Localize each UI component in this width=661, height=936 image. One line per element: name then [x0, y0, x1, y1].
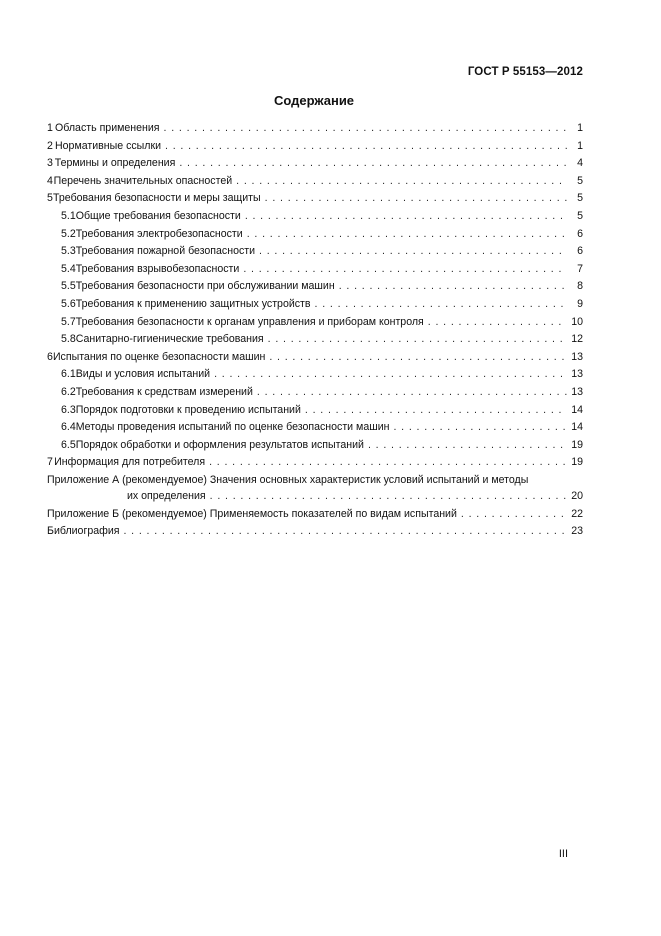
- dot-leader: [268, 331, 567, 349]
- entry-page: 7: [577, 262, 583, 275]
- entry-number: 5.1: [61, 209, 76, 222]
- entry-number: 6.4: [61, 421, 76, 434]
- entry-number: 5.8: [61, 333, 76, 346]
- entry-page: 1: [577, 139, 583, 152]
- toc-entry[interactable]: [47, 190, 583, 208]
- entry-page: 13: [571, 385, 583, 398]
- entry-number: 6: [47, 350, 53, 363]
- entry-number: 5.6: [61, 297, 76, 310]
- entry-page: 13: [571, 350, 583, 363]
- entry-number: 2: [47, 139, 53, 152]
- entry-label: Информация для потребителя: [54, 456, 206, 469]
- dot-leader: [243, 261, 567, 279]
- dot-leader: [259, 243, 567, 261]
- toc-entry[interactable]: [47, 173, 583, 191]
- toc-entry[interactable]: [47, 454, 583, 472]
- entry-page: 10: [571, 315, 583, 328]
- entry-label: Область применения: [55, 122, 160, 134]
- appendix-label: Приложение А (рекомендуемое) Значения основных характеристик условий испытаний и методы: [47, 473, 529, 486]
- entry-number: 6.1: [61, 368, 76, 381]
- entry-page: 6: [577, 227, 583, 240]
- entry-page: 9: [577, 297, 583, 310]
- toc-subentry[interactable]: [47, 261, 583, 279]
- toc-entry[interactable]: [47, 120, 583, 138]
- appendix-label-continued: их определения: [127, 489, 206, 502]
- toc-subentry[interactable]: [47, 226, 583, 244]
- dot-leader: [210, 488, 567, 504]
- entry-label: Термины и определения: [54, 157, 176, 170]
- dot-leader: [315, 296, 567, 314]
- dot-leader: [393, 419, 567, 437]
- entry-label: Порядок подготовки к проведению испытаний: [75, 403, 301, 416]
- toc-subentry[interactable]: [47, 437, 583, 455]
- entry-page: 23: [571, 525, 583, 538]
- toc-subentry[interactable]: [47, 331, 583, 349]
- entry-page: 19: [571, 438, 583, 451]
- entry-number: 1: [47, 122, 53, 134]
- toc-subentry[interactable]: [47, 314, 583, 332]
- entry-label: Требования взрывобезопасности: [75, 262, 240, 275]
- toc-subentry[interactable]: [47, 419, 583, 437]
- entry-label: Санитарно-гигиенические требования: [75, 333, 264, 346]
- entry-page: 4: [577, 157, 583, 170]
- toc-subentry[interactable]: [47, 366, 583, 384]
- entry-number: 6.2: [61, 385, 76, 398]
- dot-leader: [257, 384, 567, 402]
- dot-leader: [247, 226, 567, 244]
- entry-page: 6: [577, 245, 583, 258]
- entry-number: 5.5: [61, 280, 76, 293]
- entry-number: 5.3: [61, 245, 76, 258]
- toc-entry[interactable]: [47, 349, 583, 367]
- entry-page: 14: [571, 403, 583, 416]
- entry-page: 19: [571, 456, 583, 469]
- toc-subentry[interactable]: [47, 278, 583, 296]
- entry-label: Требования электробезопасности: [75, 227, 243, 240]
- entry-label: Требования безопасности при обслуживании машин: [75, 280, 335, 293]
- entry-label: Испытания по оценке безопасности машин: [52, 350, 266, 363]
- toc-appendix-b[interactable]: [47, 506, 583, 524]
- dot-leader: [339, 278, 567, 296]
- entry-number: 5: [47, 192, 53, 205]
- entry-page: 5: [577, 192, 583, 205]
- entry-number: 5.2: [61, 227, 76, 240]
- entry-page: 5: [577, 209, 583, 222]
- entry-label: Общие требования безопасности: [75, 209, 241, 222]
- dot-leader: [265, 190, 567, 208]
- entry-page: 1: [577, 122, 583, 134]
- toc-appendix-a[interactable]: [47, 472, 583, 504]
- entry-number: 6.5: [61, 438, 76, 451]
- dot-leader: [428, 314, 567, 332]
- dot-leader: [165, 138, 567, 156]
- entry-label: Порядок обработки и оформления результатов испытаний: [75, 438, 364, 451]
- toc-subentry[interactable]: [47, 384, 583, 402]
- toc-subentry[interactable]: [47, 402, 583, 420]
- dot-leader: [236, 173, 567, 191]
- entry-label: Требования безопасности и меры защиты: [53, 192, 261, 205]
- dot-leader: [461, 506, 567, 524]
- dot-leader: [209, 454, 567, 472]
- entry-label: Требования безопасности к органам управления и приборам контроля: [75, 315, 424, 328]
- dot-leader: [305, 402, 567, 420]
- dot-leader: [179, 155, 567, 173]
- entry-label: Нормативные ссылки: [55, 139, 162, 152]
- entry-number: 3: [47, 157, 53, 170]
- entry-page: 8: [577, 280, 583, 293]
- entry-number: 6.3: [61, 403, 76, 416]
- entry-number: 4: [47, 174, 53, 187]
- dot-leader: [164, 120, 567, 138]
- table-of-contents: [47, 120, 583, 541]
- document-code: ГОСТ Р 55153—2012: [467, 66, 583, 78]
- entry-page: 20: [571, 489, 583, 502]
- appendix-label: Приложение Б (рекомендуемое) Применяемость показателей по видам испытаний: [47, 507, 457, 520]
- entry-label: Виды и условия испытаний: [75, 368, 211, 381]
- entry-page: 12: [571, 333, 583, 346]
- entry-label: Требования к применению защитных устройств: [75, 297, 311, 310]
- entry-number: 7: [47, 456, 53, 469]
- toc-subentry[interactable]: [47, 243, 583, 261]
- entry-label: Требования пожарной безопасности: [75, 245, 256, 258]
- dot-leader: [368, 437, 567, 455]
- dot-leader: [214, 366, 567, 384]
- entry-label: Методы проведения испытаний по оценке безопасности машин: [75, 421, 390, 434]
- entry-page: 22: [571, 507, 583, 520]
- dot-leader: [245, 208, 567, 226]
- toc-subentry[interactable]: [47, 208, 583, 226]
- entry-page: 13: [571, 368, 583, 381]
- toc-subentry[interactable]: [47, 296, 583, 314]
- entry-number: 5.7: [61, 315, 76, 328]
- toc-title: Содержание: [273, 93, 355, 108]
- entry-number: 5.4: [61, 262, 76, 275]
- entry-label: Требования к средствам измерений: [75, 385, 253, 398]
- toc-entry[interactable]: [47, 155, 583, 173]
- entry-page: 14: [571, 421, 583, 434]
- toc-entry[interactable]: [47, 138, 583, 156]
- page-number: III: [558, 848, 568, 860]
- dot-leader: [123, 523, 567, 541]
- entry-page: 5: [577, 174, 583, 187]
- bibliography-label: Библиография: [47, 525, 120, 538]
- entry-label: Перечень значительных опасностей: [53, 174, 233, 187]
- dot-leader: [269, 349, 567, 367]
- toc-bibliography[interactable]: [47, 523, 583, 541]
